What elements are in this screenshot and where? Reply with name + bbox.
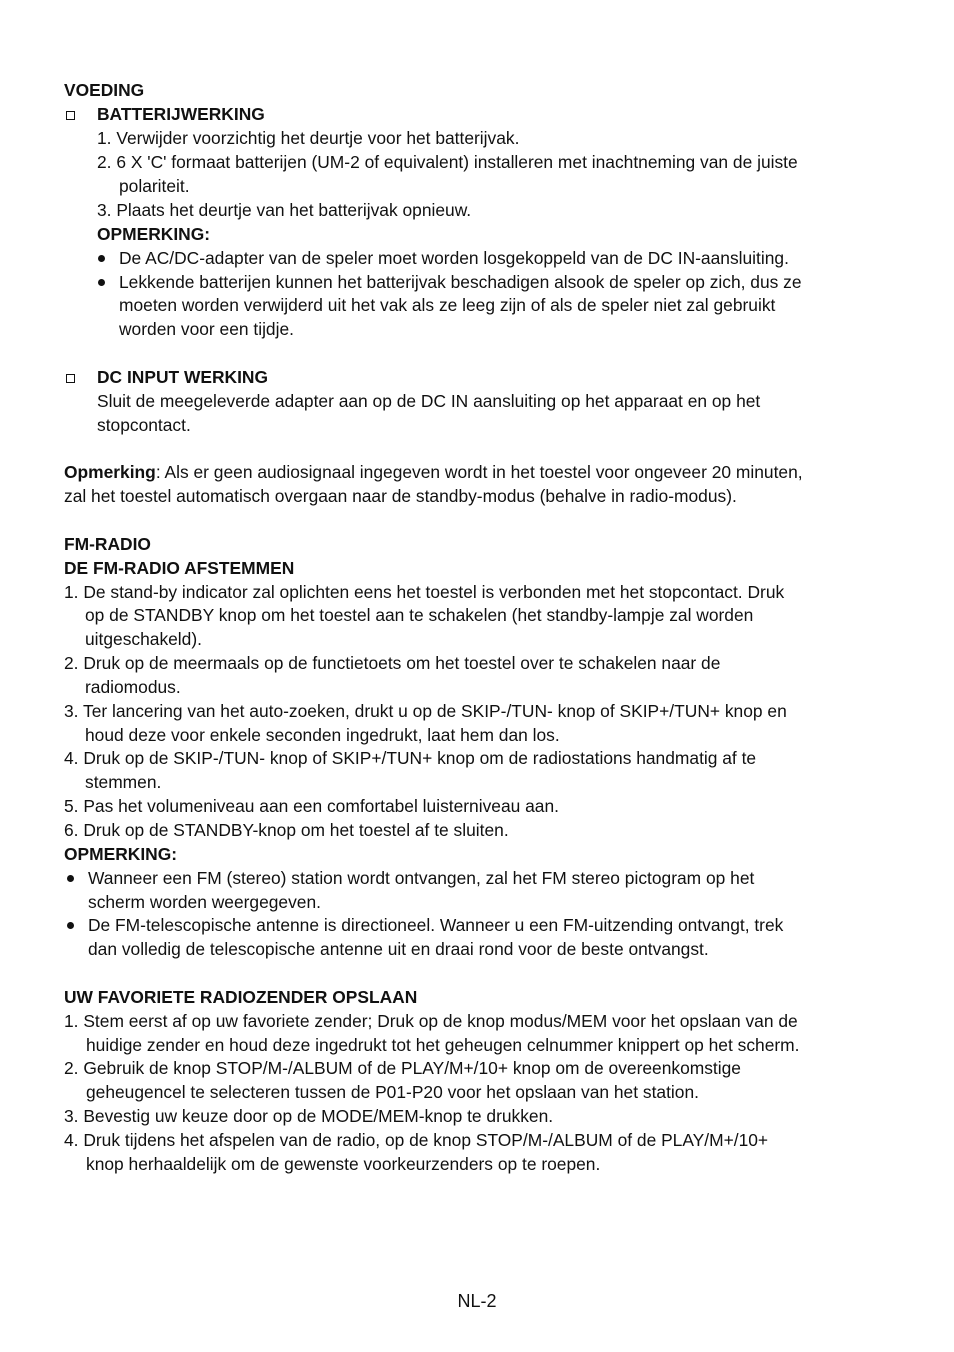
section-title-voeding: VOEDING <box>64 80 145 100</box>
dc-line-1: Sluit de meegeleverde adapter aan op de DC IN aansluiting op het apparaat en op het <box>97 391 761 411</box>
remark-line-1 <box>64 460 803 484</box>
section-title-fm-radio: FM-RADIO <box>64 534 151 554</box>
battery-step-2-cont: polariteit. <box>119 176 190 196</box>
fm-step-4: 4. Druk op de SKIP-/TUN- knop of SKIP+/TUN+ knop om de radiostations handmatig af te <box>64 748 757 768</box>
fm-note-1-cont: scherm worden weergegeven. <box>88 892 321 912</box>
fm-note-2-cont: dan volledig de telescopische antenne uit en draai rond voor de beste ontvangst. <box>88 939 709 959</box>
battery-note-1: De AC/DC-adapter van de speler moet worden losgekoppeld van de DC IN-aansluiting. <box>119 248 789 268</box>
fm-note-2: De FM-telescopische antenne is directioneel. Wanneer u een FM-uitzending ontvangt, trek <box>88 915 784 935</box>
fm-step-6: 6. Druk op de STANDBY-knop om het toestel af te sluiten. <box>64 820 509 840</box>
fm-step-2-cont: radiomodus. <box>85 677 181 697</box>
heading-dc-input: DC INPUT WERKING <box>97 367 269 387</box>
fm-note-1: Wanneer een FM (stereo) station wordt ontvangen, zal het FM stereo pictogram op het <box>88 868 755 888</box>
fav-step-1-cont: huidige zender en houd deze ingedrukt tot het geheugen celnummer knippert op het scherm. <box>86 1035 800 1055</box>
bullet-icon <box>98 270 118 294</box>
fav-step-2: 2. Gebruik de knop STOP/M-/ALBUM of de PLAY/M+/10+ knop om de overeenkomstige <box>64 1058 741 1078</box>
fm-step-1: 1. De stand-by indicator zal oplichten eens het toestel is verbonden met het stopcontact. Druk <box>64 582 785 602</box>
fm-note-heading: OPMERKING: <box>64 844 178 864</box>
fav-step-2-cont: geheugencel te selecteren tussen de P01-P20 voor het opslaan van het station. <box>86 1082 699 1102</box>
bullet-icon <box>98 246 118 270</box>
checkbox-icon <box>66 102 86 126</box>
battery-step-3: 3. Plaats het deurtje van het batterijvak opnieuw. <box>97 200 472 220</box>
page-number: NL-2 <box>457 1291 497 1311</box>
checkbox-icon <box>66 365 86 389</box>
heading-favoriete-zender: UW FAVORIETE RADIOZENDER OPSLAAN <box>64 987 418 1007</box>
fav-step-1: 1. Stem eerst af op uw favoriete zender; Druk op de knop modus/MEM voor het opslaan van de <box>64 1011 798 1031</box>
heading-fm-afstemmen: DE FM-RADIO AFSTEMMEN <box>64 558 295 578</box>
fm-step-2: 2. Druk op de meermaals op de functietoets om het toestel over te schakelen naar de <box>64 653 721 673</box>
fm-step-1-cont2: uitgeschakeld). <box>85 629 202 649</box>
fm-step-3: 3. Ter lancering van het auto-zoeken, drukt u op de SKIP-/TUN- knop of SKIP+/TUN+ knop en <box>64 701 787 721</box>
battery-note-2: Lekkende batterijen kunnen het batterijvak beschadigen alsook de speler op zich, dus ze <box>119 272 802 292</box>
fm-step-5: 5. Pas het volumeniveau aan een comfortabel luisterniveau aan. <box>64 796 559 816</box>
fav-step-4: 4. Druk tijdens het afspelen van de radio, op de knop STOP/M-/ALBUM of de PLAY/M+/10+ <box>64 1130 769 1150</box>
remark-text: : Als er geen audiosignaal ingegeven wordt in het toestel voor ongeveer 20 minuten, <box>155 462 803 482</box>
fav-step-4-cont: knop herhaaldelijk om de gewenste voorkeurzenders op te roepen. <box>86 1154 601 1174</box>
fm-step-1-cont: op de STANDBY knop om het toestel aan te schakelen (het standby-lampje zal worden <box>85 605 754 625</box>
bullet-icon <box>67 913 87 937</box>
fm-step-4-cont: stemmen. <box>85 772 162 792</box>
battery-note-2-cont: moeten worden verwijderd uit het vak als ze leeg zijn of als de speler niet zal gebruikt <box>119 295 776 315</box>
bullet-icon <box>67 866 87 890</box>
battery-note-heading: OPMERKING: <box>97 224 211 244</box>
heading-batterijwerking: BATTERIJWERKING <box>97 104 265 124</box>
dc-line-2: stopcontact. <box>97 415 191 435</box>
battery-step-2: 2. 6 X 'C' formaat batterijen (UM-2 of equivalent) installeren met inachtneming van de juiste <box>97 152 798 172</box>
remark-label: Opmerking <box>64 462 156 482</box>
remark-line-2: zal het toestel automatisch overgaan naar de standby-modus (behalve in radio-modus). <box>64 486 737 506</box>
battery-step-1: 1. Verwijder voorzichtig het deurtje voor het batterijvak. <box>97 128 520 148</box>
fav-step-3: 3. Bevestig uw keuze door op de MODE/MEM-knop te drukken. <box>64 1106 554 1126</box>
fm-step-3-cont: houd deze voor enkele seconden ingedrukt, laat hem dan los. <box>85 725 560 745</box>
battery-note-2-cont2: worden voor een tijdje. <box>119 319 294 339</box>
